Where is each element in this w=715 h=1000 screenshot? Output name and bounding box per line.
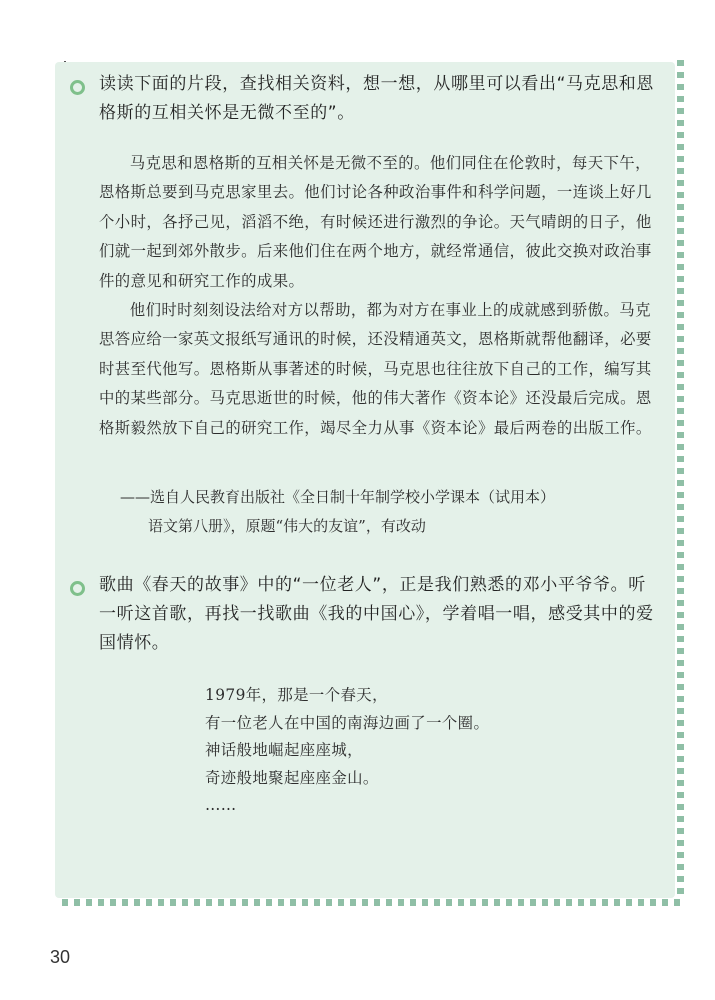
card-right-stripe-border — [677, 60, 684, 896]
lyric-line: 奇迹般地聚起座座金山。 — [205, 768, 379, 787]
lyric-line: …… — [205, 796, 237, 814]
bullet-circle-icon — [70, 581, 85, 596]
lyric-line: 有一位老人在中国的南海边画了一个圈。 — [205, 713, 490, 732]
source-citation-line-2: 语文第八册》，原题“伟大的友谊”，有改动 — [148, 517, 426, 535]
passage-paragraph-2: 他们时时刻刻设法给对方以帮助，都为对方在事业上的成就感到骄傲。马克思答应给一家英文报纸写通讯的时候，还没精通英文，恩格斯就帮他翻译，必要时甚至代他写。恩格斯从事著述的时候，马克思也往往放下自己的工作，编写其中的某些部分。马克思逝世的时候，他的伟大著作《资本论》还没最后完成。恩格斯毅然放下自己的研究工作，竭尽全力从事《资本论》最后两卷的出版工作。 — [99, 301, 652, 437]
card-bottom-stripe-border — [62, 899, 684, 906]
section1-passage — [99, 149, 654, 443]
page-number: 30 — [50, 947, 71, 967]
source-citation-line-1: ——选自人民教育出版社《全日制十年制学校小学课本（试用本） — [120, 488, 556, 506]
lyric-line: 神话般地崛起座座城， — [205, 741, 363, 759]
song-lyrics — [205, 682, 489, 820]
section2-prompt: 歌曲《春天的故事》中的“一位老人”，正是我们熟悉的邓小平爷爷。听一听这首歌，再找一找歌曲《我的中国心》，学着唱一唱，感受其中的爱国情怀。 — [99, 575, 654, 653]
bullet-circle-icon — [70, 80, 85, 95]
lyric-line: 1979年，那是一个春天， — [205, 686, 388, 704]
passage-paragraph-1: 马克思和恩格斯的互相关怀是无微不至的。他们同住在伦敦时，每天下午，恩格斯总要到马克思家里去。他们讨论各种政治事件和科学问题，一连谈上好几个小时，各抒己见，滔滔不绝，有时候还进行激烈的争论。天气晴朗的日子，他们就一起到郊外散步。后来他们住在两个地方，就经常通信，彼此交换对政治事件的意见和研究工作的成果。 — [99, 154, 652, 290]
section1-prompt: 读读下面的片段，查找相关资料，想一想，从哪里可以看出“马克思和恩格斯的互相关怀是无微不至的”。 — [99, 74, 655, 123]
